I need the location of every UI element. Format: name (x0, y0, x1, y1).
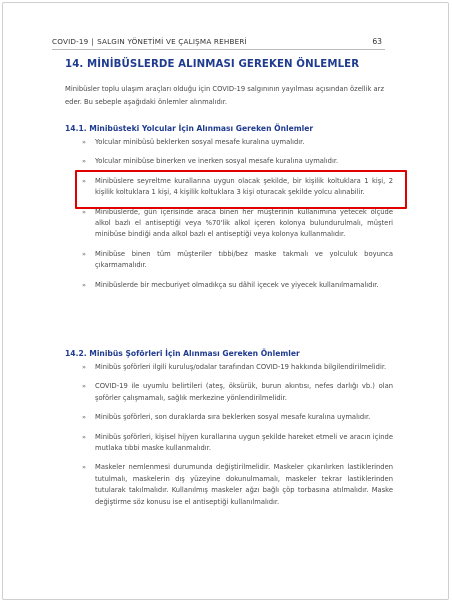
bullet-icon: » (82, 207, 86, 216)
passenger-measures-list (82, 137, 393, 299)
subsection-title-drivers: 14.2. Minibüs Şoförleri İçin Alınması Gereken Önlemler (65, 349, 300, 358)
bullet-icon: » (82, 413, 86, 422)
red-highlight-box (75, 170, 407, 209)
driver-measures-list (82, 362, 393, 516)
header-separator: | (91, 37, 95, 46)
list-item: » COVID-19 ile uyumlu belirtileri (ateş, öksürük, burun akıntısı, nefes darlığı vb.) olan şoförler çalışmamalı, sağlık merkezine yönlendirilmelidir. (82, 382, 393, 402)
bullet-icon: » (82, 432, 86, 441)
page-number: 63 (372, 37, 382, 46)
bullet-icon: » (82, 157, 86, 166)
bullet-icon: » (82, 363, 86, 371)
list-item: » Minibüslerde, gün içerisinde araca binen her müşterinin kullanımına yetecek ölçüde alkol bazlı el antiseptiği veya %70'lik alkol içeren kolonya bulundurulmalı, müşteri minibüse bindiği anda alkol bazlı el antiseptiği veya kolonya kullanmalıdır. (82, 207, 393, 239)
header-divider (52, 49, 385, 50)
list-item: » Yolcular minibüsü beklerken sosyal mesafe kuralına uymalıdır. (82, 137, 393, 148)
section-title: 14. MİNİBÜSLERDE ALINMASI GEREKEN ÖNLEMLER (65, 59, 360, 70)
header-covid: COVID-19 (52, 37, 89, 46)
bullet-icon: » (82, 382, 86, 391)
bullet-icon: » (82, 138, 86, 146)
bullet-icon: » (82, 176, 86, 185)
bullet-icon: » (82, 280, 86, 289)
list-item: » Maskeler nemlenmesi durumunda değiştirilmelidir. Maskeler çıkarılırken lastiklerinden tutulmalı, maskelerin dış yüzeyine dokunulmamalı, maskeler tekrar lastiklerinden tutularak takılmalıdır. Kullanılmış maskeler ağzı bağlı çöp torbasına atılmalıdır. Maske değiştirme söz konusu ise el antiseptiği kullanılmalıdır. (82, 463, 393, 506)
list-item: » Minibüs şoförleri, son duraklarda sıra beklerken sosyal mesafe kuralına uymalıdır. (82, 412, 393, 423)
list-item: » Minibüs şoförleri, kişisel hijyen kurallarına uygun şekilde hareket etmeli ve aracın içinde mutlaka tıbbi maske kullanmalıdır. (82, 432, 393, 453)
bullet-icon: » (82, 249, 86, 258)
bullet-icon: » (82, 463, 86, 472)
subsection-title-passengers: 14.1. Minibüsteki Yolcular İçin Alınması Gereken Önlemler (65, 124, 314, 133)
intro-paragraph: Minibüsler toplu ulaşım araçları olduğu için COVID-19 salgınının yayılması açısından özellik arz eder. Bu sebeple aşağıdaki önlemler alınmalıdır. (65, 85, 385, 106)
list-item: » Minibüs şoförleri ilgili kuruluş/odalar tarafından COVID-19 hakkında bilgilendirilmelidir. (82, 362, 393, 373)
list-item-highlighted: » Minibüslere seyreltme kurallarına uygun olacak şekilde, bir kişilik koltuklara 1 kişi, 2 kişilik koltuklara 1 kişi, 4 kişilik koltuklara 3 kişi oturacak şekilde yolcu alınabilir. (82, 176, 393, 197)
running-header (52, 37, 386, 46)
header-guide-title: SALGIN YÖNETİMİ VE ÇALIŞMA REHBERİ (97, 37, 247, 46)
list-item: » Minibüse binen tüm müşteriler tıbbi/bez maske takmalı ve yolculuk boyunca çıkarmamalıdır. (82, 249, 393, 270)
list-item: » Yolcular minibüse binerken ve inerken sosyal mesafe kuralına uymalıdır. (82, 156, 393, 167)
list-item: » Minibüslerde bir mecburiyet olmadıkça su dâhil içecek ve yiyecek kullanılmamalıdır. (82, 280, 393, 291)
